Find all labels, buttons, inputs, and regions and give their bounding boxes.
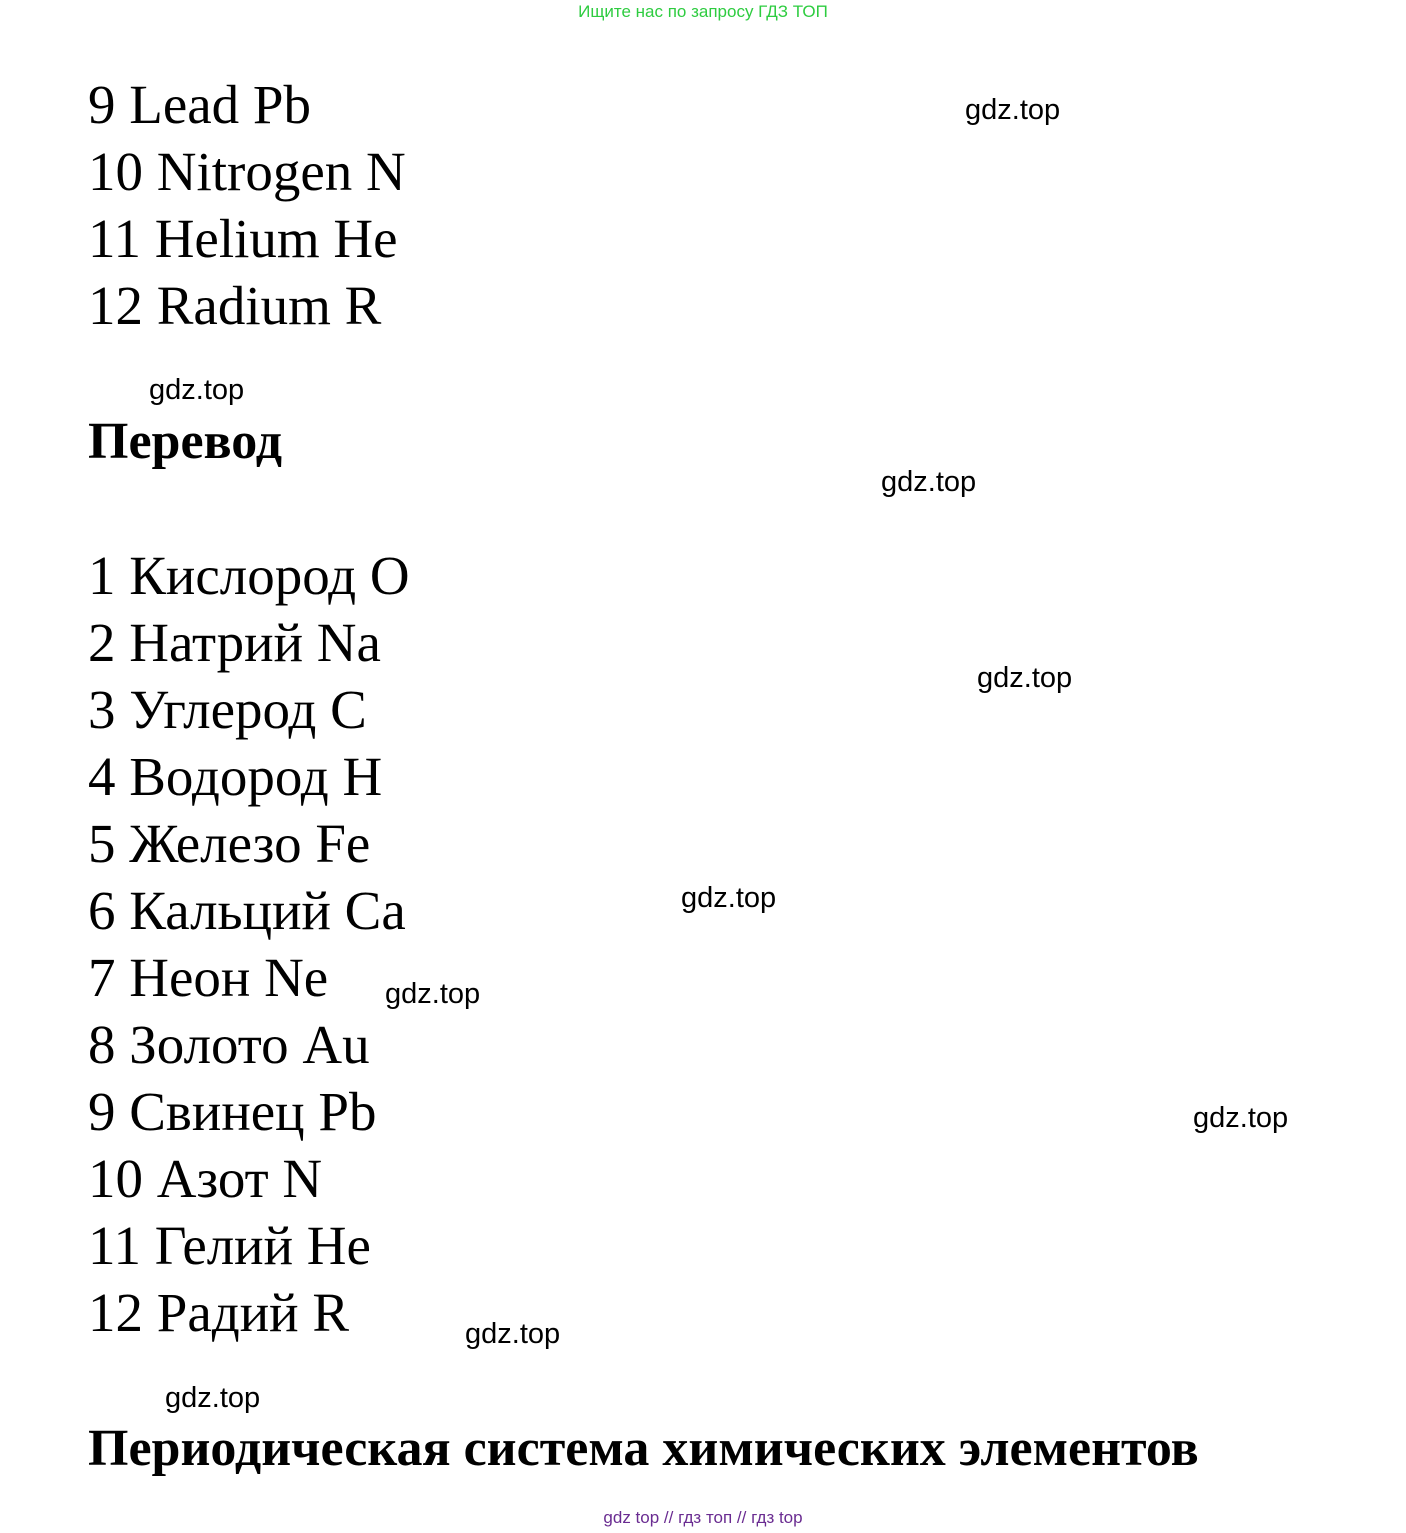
watermark: gdz.top: [1193, 1102, 1289, 1134]
russian-item-7: 7 Неон Ne: [88, 947, 329, 1008]
watermark: gdz.top: [149, 374, 245, 406]
english-item-12: 12 Radium R: [88, 275, 382, 336]
russian-item-1: 1 Кислород O: [88, 545, 410, 606]
top-banner: Ищите нас по запросу ГДЗ ТОП: [578, 2, 828, 21]
watermark: gdz.top: [965, 94, 1061, 126]
watermark: gdz.top: [681, 882, 777, 914]
section-heading: Периодическая система химических элементов: [88, 1420, 1199, 1477]
watermark: gdz.top: [465, 1318, 561, 1350]
russian-item-11: 11 Гелий He: [88, 1215, 371, 1276]
russian-item-6: 6 Кальций Ca: [88, 880, 406, 941]
translation-heading: Перевод: [88, 413, 283, 470]
russian-item-2: 2 Натрий Na: [88, 612, 381, 673]
russian-item-8: 8 Золото Au: [88, 1014, 370, 1075]
russian-item-9: 9 Свинец Pb: [88, 1081, 377, 1142]
russian-item-12: 12 Радий R: [88, 1282, 350, 1343]
english-item-9: 9 Lead Pb: [88, 74, 312, 135]
watermark: gdz.top: [881, 466, 977, 498]
russian-item-10: 10 Азот N: [88, 1148, 323, 1209]
english-item-10: 10 Nitrogen N: [88, 141, 406, 202]
russian-item-3: 3 Углерод C: [88, 679, 367, 740]
watermark: gdz.top: [165, 1382, 261, 1414]
watermark: gdz.top: [977, 662, 1073, 694]
watermark: gdz.top: [385, 978, 481, 1010]
english-item-11: 11 Helium He: [88, 208, 398, 269]
russian-item-4: 4 Водород H: [88, 746, 383, 807]
russian-item-5: 5 Железо Fe: [88, 813, 371, 874]
footer: gdz top // гдз топ // гдз top: [603, 1508, 803, 1527]
